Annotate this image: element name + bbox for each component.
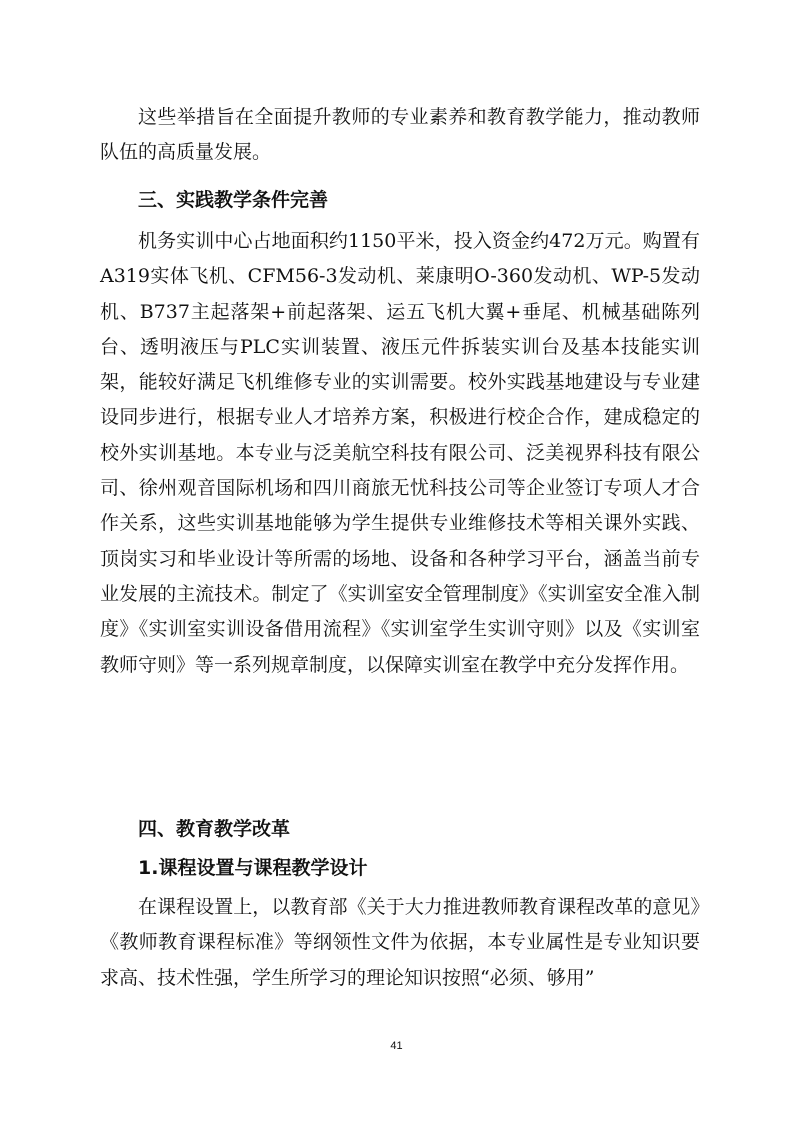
paragraph-curriculum-setting: 在课程设置上，以教育部《关于大力推进教师教育课程改革的意见》《教师教育课程标准》等纲领性文件为依据，本专业属性是专业知识要求高、技术性强，学生所学习的理论知识按照“必须、够用” (100, 896, 700, 989)
subsection-heading-curriculum: 1.课程设置与课程教学设计 (138, 857, 368, 879)
section-heading-teaching-reform: 四、教育教学改革 (138, 818, 291, 840)
page-number: 41 (390, 1040, 403, 1052)
section-heading-practice-conditions: 三、实践教学条件完善 (138, 189, 329, 211)
paragraph-training-center: 机务实训中心占地面积约1150平米，投入资金约472万元。购置有A319实体飞机、CFM56-3发动机、莱康明O-360发动机、WP-5发动机、B737主起落架+前起落架、运五飞机大翼+垂尾、机械基础陈列台、透明液压与PLC实训装置、液压元件拆装实训台及基本技能实训架，能较好满足飞机维修专业的实训需要。校外实践基地建设与专业建设同步进行，根据专业人才培养方案，积极进行校企合作，建成稳定的校外实训基地。本专业与泛美航空科技有限公司、泛美视界科技有限公司、徐州观音国际机场和四川商旅无忧科技公司等企业签订专项人才合作关系，这些实训基地能够为学生提供专业维修技术等相关课外实践、顶岗实习和毕业设计等所需的场地、设备和各种学习平台，涵盖当前专业发展的主流技术。制定了《实训室安全管理制度》《实训室安全准入制度》《实训室实训设备借用流程》《实训室学生实训守则》以及《实训室教师守则》等一系列规章制度，以保障实训室在教学中充分发挥作用。 (100, 230, 700, 676)
paragraph-teacher-measures: 这些举措旨在全面提升教师的专业素养和教育教学能力，推动教师队伍的高质量发展。 (100, 106, 700, 164)
